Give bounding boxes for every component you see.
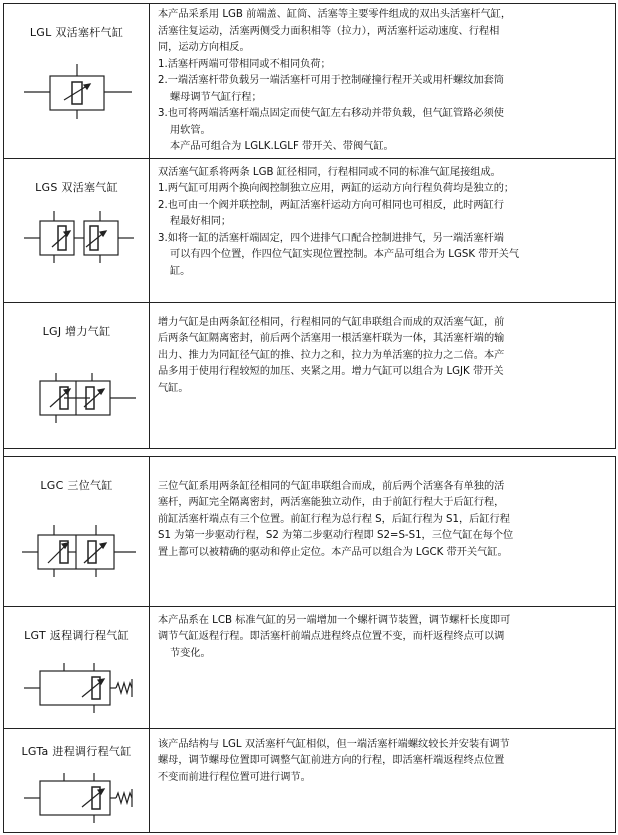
description: [150, 159, 615, 283]
description-line: 同，运动方向相反。: [158, 42, 250, 53]
lgta-diagram: [4, 729, 149, 833]
cell-description: [150, 302, 616, 448]
description-line: 3.如将一缸的活塞杆端固定，四个进排气口配合控制进排气，另一端活塞杆端: [158, 232, 504, 244]
description-line: 气缸。: [158, 382, 189, 394]
cell-name: [4, 302, 150, 448]
description-line: 可以有四个位置，作四位气缸实现位置控制。本产品可组合为 LGSK 带开关气: [170, 249, 520, 260]
cell-description: [150, 158, 616, 302]
description: [150, 4, 615, 158]
description-line: 活塞往复运动，活塞两侧受力面积相等（拉力），两活塞杆运动速度、行程相: [158, 25, 500, 37]
description-line: 程最好相同；: [170, 216, 232, 227]
cylinder-name: LGTa 进程调行程气缸: [21, 744, 132, 758]
table-row: [4, 302, 616, 448]
lgj-diagram: [4, 303, 149, 449]
description: [150, 303, 615, 400]
table-row: [4, 728, 616, 832]
cylinder-name: LGC 三位气缸: [40, 478, 113, 492]
description-line: 本产品采系用 LGB 前端盖、缸筒、活塞等主要零件组成的双出头活塞杆气缸，: [158, 9, 512, 20]
table-row: [4, 4, 616, 159]
description-line: 1.两气缸可用两个换向阀控制独立应用，两缸的运动方向行程负荷均是独立的；: [158, 183, 515, 194]
cylinder-name: LGS 双活塞气缸: [35, 180, 118, 194]
cylinder-spec-table: [3, 3, 616, 833]
lgt-diagram: [4, 607, 149, 729]
table-row: [4, 606, 616, 728]
description-line: 前缸活塞杆端点有三个位置。前缸行程为总行程 S，后缸行程为 S1，后缸行程: [158, 513, 510, 525]
description-line: 缸。: [170, 265, 191, 277]
cell-name: [4, 456, 150, 606]
description-line: 塞杆，两缸完全隔离密封，两活塞能独立动作，由于前缸行程大于后缸行程，: [158, 497, 505, 508]
description-line: 3.也可将两端活塞杆端点固定而使气缸左右移动并带负载，但气缸管路必须使: [158, 108, 504, 119]
description-line: 三位气缸系用两条缸径相同的气缸串联组合而成，前后两个活塞各有单独的活: [158, 480, 505, 492]
description-line: 不变而前进行程位置可进行调节。: [158, 771, 311, 783]
cell-description: [150, 4, 616, 159]
description-line: 品多用于使用行程较短的加压、夹紧之用。增力气缸可以组合为 LGJK 带开关: [158, 366, 504, 377]
description-line: 2.也可由一个阀并联控制，两缸活塞杆运动方向可相同也可相反，此时两缸行: [158, 199, 504, 211]
description-line: 螺母调节气缸行程；: [170, 91, 262, 103]
description-line: 该产品结构与 LGL 双活塞杆气缸相似，但一端活塞杆端螺纹较长并安装有调节: [158, 738, 510, 750]
description-line: 用软管。: [170, 124, 211, 136]
cylinder-name: LGT 返程调行程气缸: [24, 628, 129, 642]
cell-name: [4, 606, 150, 728]
cell-description: [150, 728, 616, 832]
cell-name: [4, 4, 150, 159]
table-row: [4, 456, 616, 606]
lgs-diagram: [4, 159, 149, 303]
description-line: 后两条气缸隔离密封，前后两个活塞用一根活塞杆联为一体，其活塞杆端的输: [158, 333, 505, 344]
description-line: 本产品系在 LCB 标准气缸的另一端增加一个螺杆调节装置，调节螺杆长度即可: [158, 614, 511, 626]
lgc-diagram: [4, 457, 149, 607]
cell-name: [4, 728, 150, 832]
cylinder-name: LGL 双活塞杆气缸: [29, 26, 124, 39]
description-line: S1 为第一步驱动行程，S2 为第二步驱动行程即 S2=S-S1，三位气缸在每个位: [158, 530, 514, 541]
description: [150, 729, 615, 789]
lgl-diagram: [4, 4, 149, 144]
table-row: [4, 158, 616, 302]
description: [150, 607, 615, 665]
description-line: 螺母，调节螺母位置即可调整气缸前进方向的行程，即活塞杆端返程终点位置: [158, 755, 505, 766]
description-line: 调节气缸返程行程。即活塞杆前端点进程终点位置不变，而杆返程终点可以调: [158, 631, 505, 642]
description-line: 节变化。: [170, 647, 211, 659]
description-line: 2.一端活塞杆带负载另一端活塞杆可用于控制碰撞行程开关或用杆螺纹加套筒: [158, 75, 504, 86]
description-line: 本产品可组合为 LGLK.LGLF 带开关、带阀气缸。: [170, 141, 394, 152]
description-line: 1.活塞杆两端可带相同或不相同负荷；: [158, 58, 331, 70]
description: [150, 457, 615, 564]
cell-description: [150, 606, 616, 728]
cell-description: [150, 456, 616, 606]
description-line: 双活塞气缸系将两条 LGB 缸径相同，行程相同或不同的标准气缸尾接组成。: [158, 166, 501, 178]
cylinder-name: LGJ 增力气缸: [42, 324, 111, 338]
description-line: 出力、推力为同缸径气缸的推、拉力之和，拉力为单活塞的拉力之二倍。本产: [158, 349, 505, 361]
description-line: 置上都可以被精确的驱动和停止定位。本产品可以组合为 LGCK 带开关气缸。: [158, 546, 508, 558]
description-line: 增力气缸是由两条缸径相同，行程相同的气缸串联组合而成的双活塞气缸，前: [158, 316, 505, 328]
cell-name: [4, 158, 150, 302]
